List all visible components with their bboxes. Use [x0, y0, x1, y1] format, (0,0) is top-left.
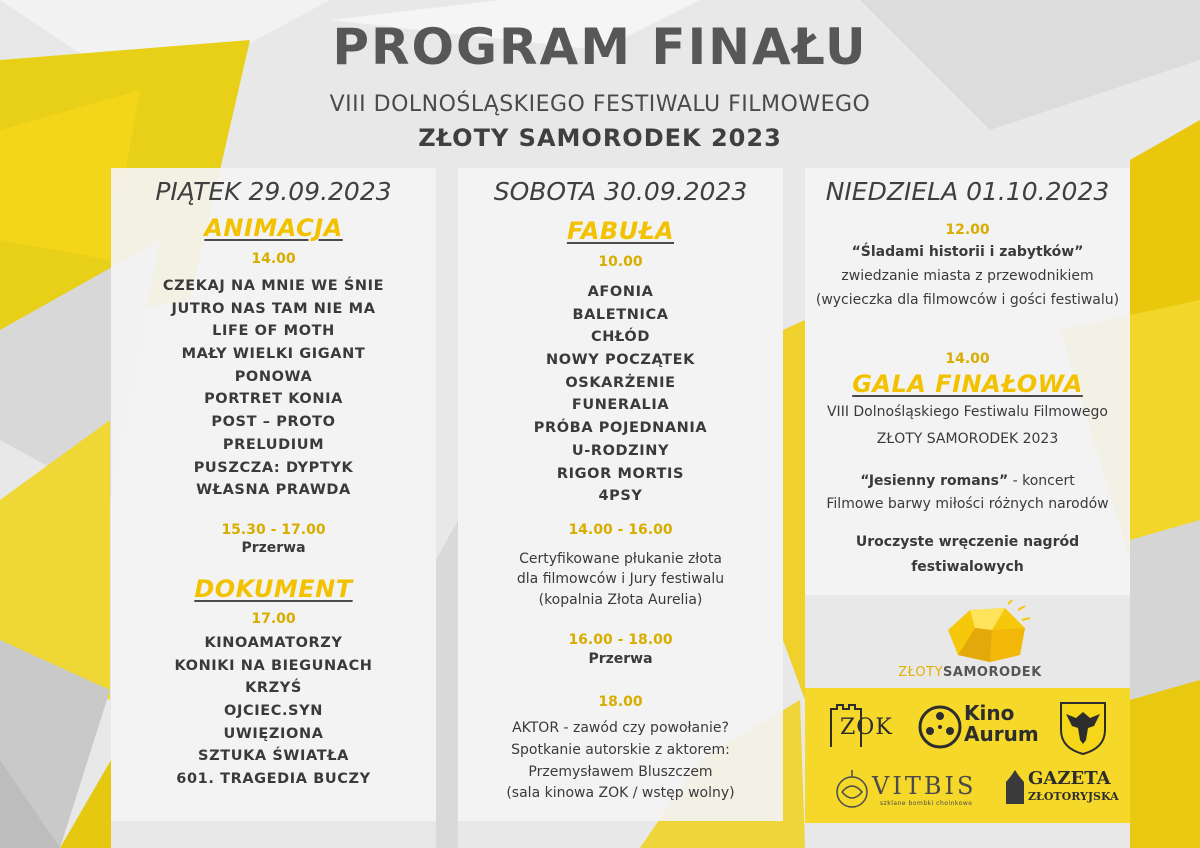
list-item: KRZYŚ — [245, 680, 302, 697]
saturday-panel — [458, 168, 783, 821]
gala-time: 14.00 — [945, 351, 990, 367]
break-label: Przerwa — [241, 540, 306, 556]
list-item: AFONIA — [587, 284, 654, 300]
kino-aurum-line-2: Aurum — [964, 722, 1039, 746]
vitbis-tagline: szklane bombki choinkowe — [880, 800, 973, 807]
gala-line-1: VIII Dolnośląskiego Festiwalu Filmowego — [826, 404, 1108, 420]
list-item: OSKARŻENIE — [565, 374, 676, 391]
city-tour-title: “Śladami historii i zabytków” — [851, 244, 1084, 260]
list-item: 4PSY — [598, 488, 643, 505]
list-item: PORTRET KONIA — [204, 391, 343, 408]
kino-aurum-logo — [964, 703, 1039, 745]
break-time: 15.30 - 17.00 — [221, 522, 326, 538]
logo-text-light: ZŁOTY — [898, 665, 944, 680]
animation-section-heading: ANIMACJA — [204, 214, 343, 242]
gold-panning-time: 14.00 - 16.00 — [568, 522, 673, 538]
page-subtitle: VIII DOLNOŚLĄSKIEGO FESTIWALU FILMOWEGO — [329, 92, 871, 117]
city-tour-time: 12.00 — [945, 222, 990, 238]
actor-meeting-line-1: AKTOR - zawód czy powołanie? — [512, 720, 729, 736]
awards-line-1: Uroczyste wręczenie nagród — [855, 534, 1080, 550]
animation-time: 14.00 — [251, 251, 296, 267]
actor-meeting-time: 18.00 — [598, 694, 643, 710]
list-item: U-RODZINY — [571, 442, 670, 459]
list-item: RIGOR MORTIS — [556, 465, 685, 482]
awards-line-2: festiwalowych — [911, 559, 1024, 575]
actor-meeting-line-2: Spotkanie autorskie z aktorem: — [511, 742, 730, 758]
gala-section-heading: GALA FINAŁOWA — [852, 370, 1083, 398]
friday-panel — [111, 168, 436, 821]
gazeta-line-2: ZŁOTORYJSKA — [1028, 790, 1119, 803]
vitbis-logo-text: VITBIS — [872, 772, 977, 800]
coat-of-arms-eagle-icon — [1058, 700, 1108, 756]
list-item: NOWY POCZĄTEK — [545, 352, 696, 369]
gold-panning-line-2: dla filmowców i Jury festiwalu — [516, 571, 725, 587]
festival-logo-text — [895, 665, 1045, 680]
gold-panning-line-1: Certyfikowane płukanie złota — [519, 551, 722, 567]
actor-meeting-line-3: Przemysławem Bluszczem — [528, 764, 713, 780]
list-item: PONOWA — [234, 368, 313, 385]
list-item: WŁASNA PRAWDA — [196, 482, 351, 499]
festival-edition: ZŁOTY SAMORODEK 2023 — [418, 124, 782, 152]
sunday-panel — [805, 168, 1130, 595]
concert-line-2: Filmowe barwy miłości różnych narodów — [826, 496, 1109, 512]
fiction-film-list — [458, 281, 783, 508]
list-item: KINOAMATORZY — [204, 635, 343, 651]
kino-aurum-line-1: Kino — [964, 701, 1015, 725]
concert-line-1 — [805, 470, 1130, 493]
saturday-break-label: Przerwa — [588, 651, 653, 667]
gala-line-2: ZŁOTY SAMORODEK 2023 — [876, 431, 1059, 447]
film-reel-icon — [916, 703, 964, 751]
list-item: PUSZCZA: DYPTYK — [193, 459, 354, 476]
logo-text-bold: SAMORODEK — [943, 665, 1042, 680]
city-tour-note: (wycieczka dla filmowców i gości festiwalu) — [815, 292, 1120, 308]
documentary-section-heading: DOKUMENT — [194, 575, 353, 603]
list-item: UWIĘZIONA — [223, 725, 324, 742]
town-tower-icon — [1003, 768, 1027, 806]
zok-logo-text: ZOK — [840, 715, 893, 740]
animation-film-list — [111, 275, 436, 502]
friday-day-heading: PIĄTEK 29.09.2023 — [155, 177, 392, 206]
list-item: FUNERALIA — [571, 397, 670, 414]
fiction-section-heading: FABUŁA — [566, 217, 675, 245]
documentary-film-list — [111, 632, 436, 791]
list-item: MAŁY WIELKI GIGANT — [181, 346, 366, 363]
sunday-day-heading: NIEDZIELA 01.10.2023 — [825, 177, 1110, 206]
list-item: POST – PROTO — [211, 414, 336, 431]
list-item: CZEKAJ NA MNIE WE ŚNIE — [162, 278, 385, 294]
list-item: PRÓBA POJEDNANIA — [533, 420, 708, 437]
fiction-time: 10.00 — [598, 254, 643, 270]
gold-panning-line-3: (kopalnia Złota Aurelia) — [538, 592, 703, 608]
gazeta-line-1: GAZETA — [1028, 768, 1111, 789]
actor-meeting-line-4: (sala kinowa ZOK / wstęp wolny) — [506, 785, 735, 801]
vitbis-bauble-icon — [832, 768, 872, 810]
list-item: BALETNICA — [572, 306, 669, 323]
concert-label: - koncert — [1008, 473, 1075, 489]
list-item: JUTRO NAS TAM NIE MA — [171, 300, 376, 317]
gazeta-logo — [1028, 770, 1119, 806]
city-tour-description: zwiedzanie miasta z przewodnikiem — [841, 268, 1094, 284]
list-item: SZTUKA ŚWIATŁA — [198, 748, 349, 765]
documentary-time: 17.00 — [251, 611, 296, 627]
list-item: OJCIEC.SYN — [224, 703, 323, 720]
list-item: CHŁÓD — [591, 329, 650, 346]
page-title: PROGRAM FINAŁU — [332, 18, 868, 76]
list-item: PRELUDIUM — [222, 436, 325, 453]
list-item: KONIKI NA BIEGUNACH — [174, 657, 373, 674]
concert-title: “Jesienny romans” — [860, 473, 1009, 489]
list-item: LIFE OF MOTH — [212, 323, 335, 340]
list-item: 601. TRAGEDIA BUCZY — [176, 771, 371, 788]
saturday-break-time: 16.00 - 18.00 — [568, 632, 673, 648]
saturday-day-heading: SOBOTA 30.09.2023 — [493, 177, 748, 206]
